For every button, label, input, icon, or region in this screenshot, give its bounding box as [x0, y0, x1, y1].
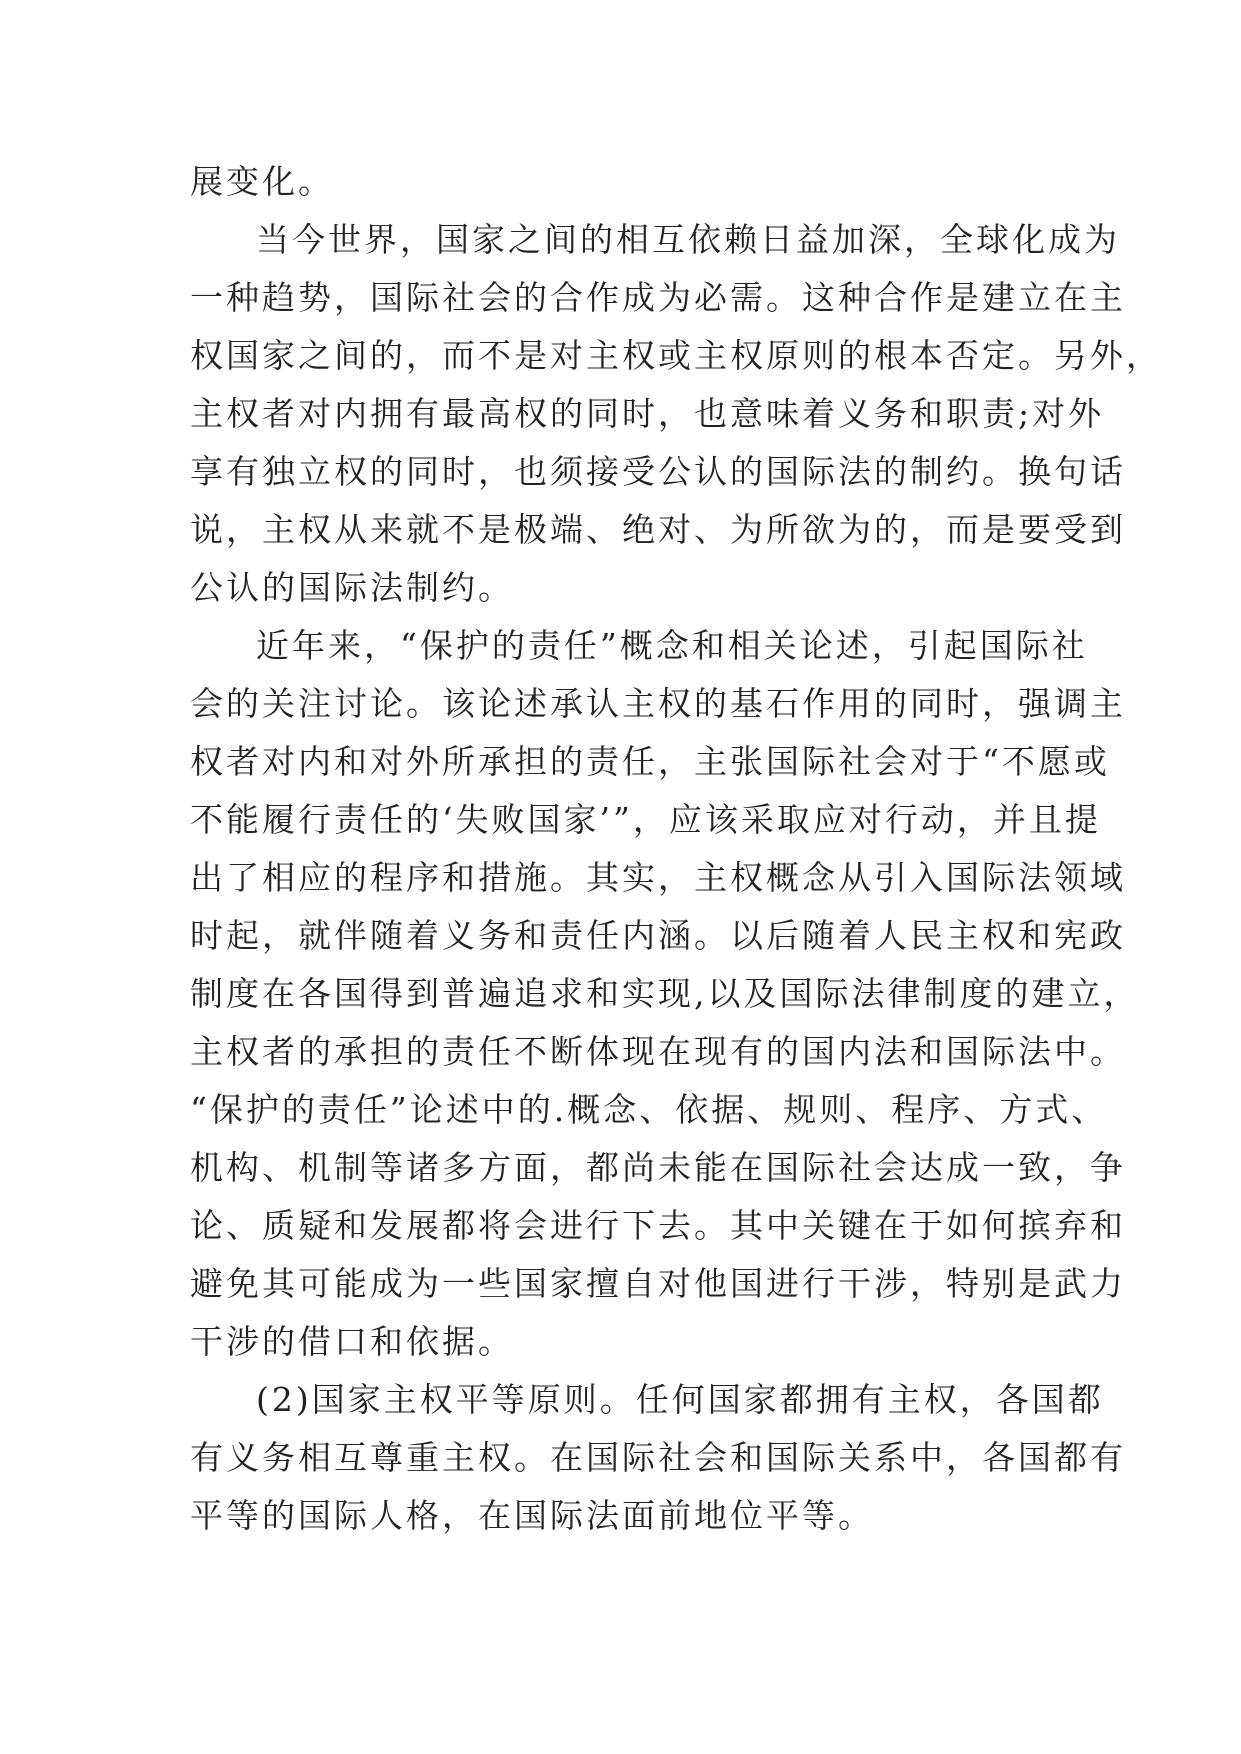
text-line: “保护的责任”论述中的.概念、依据、规则、程序、方式、 — [190, 1090, 1108, 1129]
paragraph — [190, 1371, 1126, 1545]
text-line: 机构、机制等诸多方面，都尚未能在国际社会达成一致，争 — [190, 1148, 1126, 1187]
text-line: 出了相应的程序和措施。其实，主权概念从引入国际法领域 — [190, 858, 1126, 897]
text-line: 平等的国际人格，在国际法面前地位平等。 — [190, 1496, 874, 1535]
text-line: 公认的国际法制约。 — [190, 568, 514, 607]
text-line: 有义务相互尊重主权。在国际社会和国际关系中，各国都有 — [190, 1438, 1126, 1477]
text-line: 当今世界，国家之间的相互依赖日益加深，全球化成为 — [256, 220, 1120, 259]
text-line: 展变化。 — [190, 162, 334, 201]
text-line: 时起，就伴随着义务和责任内涵。以后随着人民主权和宪政 — [190, 916, 1126, 955]
text-line: 权者对内和对外所承担的责任，主张国际社会对于“不愿或 — [190, 742, 1110, 781]
text-line: 制度在各国得到普遍追求和实现,以及国际法律制度的建立， — [190, 974, 1140, 1013]
text-line: 权国家之间的，而不是对主权或主权原则的根本否定。另外， — [190, 336, 1162, 375]
paragraph — [190, 153, 1090, 211]
text-line: 不能履行责任的‘失败国家’”，应该采取应对行动，并且提 — [190, 800, 1101, 839]
text-line: (2)国家主权平等原则。任何国家都拥有主权，各国都 — [256, 1380, 1104, 1419]
text-line: 主权者对内拥有最高权的同时，也意味着义务和职责;对外 — [190, 394, 1105, 433]
paragraph — [190, 211, 1162, 617]
text-line: 论、质疑和发展都将会进行下去。其中关键在于如何摈弃和 — [190, 1206, 1126, 1245]
paragraph — [190, 617, 1140, 1371]
text-line: 说，主权从来就不是极端、绝对、为所欲为的，而是要受到 — [190, 510, 1126, 549]
text-line: 一种趋势，国际社会的合作成为必需。这种合作是建立在主 — [190, 278, 1126, 317]
text-line: 干涉的借口和依据。 — [190, 1322, 514, 1361]
text-line: 享有独立权的同时，也须接受公认的国际法的制约。换句话 — [190, 452, 1126, 491]
text-line: 会的关注讨论。该论述承认主权的基石作用的同时，强调主 — [190, 684, 1126, 723]
document-body — [190, 153, 1162, 1545]
text-line: 近年来，“保护的责任”概念和相关论述，引起国际社 — [256, 626, 1088, 665]
text-line: 避免其可能成为一些国家擅自对他国进行干涉，特别是武力 — [190, 1264, 1126, 1303]
text-line: 主权者的承担的责任不断体现在现有的国内法和国际法中。 — [190, 1032, 1126, 1071]
